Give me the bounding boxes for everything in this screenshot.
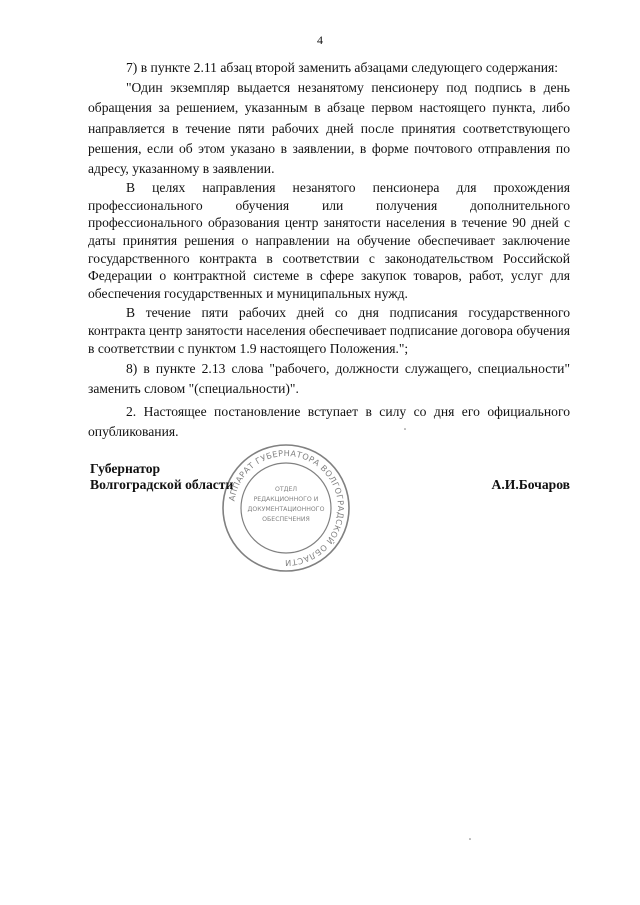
paragraph-item-7: 7) в пункте 2.11 абзац второй заменить абзацами следующего содержания: (126, 60, 559, 75)
stamp-center-line2: РЕДАКЦИОННОГО И (253, 496, 319, 503)
paragraph-item-8: 8) в пункте 2.13 слова "рабочего, должности служащего, специальности" заменить словом "(специальности)". (88, 361, 570, 397)
signatory-position-line2: Волгоградской области (90, 477, 234, 492)
official-stamp (220, 442, 352, 574)
stamp-ring-text: АППАРАТ ГУБЕРНАТОРА ВОЛГОГРАДСКОЙ ОБЛАСТИ (226, 447, 347, 569)
page-number: 4 (317, 33, 323, 47)
stamp-center-line4: ОБЕСПЕЧЕНИЯ (262, 516, 310, 523)
paragraph-quote-2: В целях направления незанятого пенсионера для прохождения профессионального обучения или получения дополнительного профессионального образования центр занятости населения в течение 90 дней с даты принятия решения о направлении на обучение обеспечивает заключение государственного контракта в соответствии с законодательством Российской Федерации о контрактной системе в сфере закупок товаров, работ, услуг для обеспечения государственных и муниципальных нужд. (88, 180, 570, 301)
scan-speck (469, 838, 471, 840)
signatory-name: А.И.Бочаров (491, 477, 570, 492)
paragraph-quote-1: "Один экземпляр выдается незанятому пенсионеру под подпись в день обращения за решением, указанным в абзаце первом настоящего пункта, либо направляется в течение пяти рабочих дней после принятия соответствующего решения, если об этом указано в заявлении, в форме почтового отправления по адресу, указанному в заявлении. (88, 80, 570, 177)
stamp-center-line3: ДОКУМЕНТАЦИОННОГО (247, 506, 325, 513)
paragraph-section-2: 2. Настоящее постановление вступает в силу со дня его официального опубликования. (88, 403, 570, 439)
document-body (88, 58, 570, 442)
signatory-position-line1: Губернатор (90, 461, 161, 476)
stamp-center-line1: ОТДЕЛ (274, 486, 298, 493)
signatory-position (90, 461, 233, 493)
paragraph-quote-3: В течение пяти рабочих дней со дня подписания государственного контракта центр занятости населения обеспечивает подписание договора обучения в соответствии с пунктом 1.9 настоящего Положения."; (88, 305, 570, 356)
